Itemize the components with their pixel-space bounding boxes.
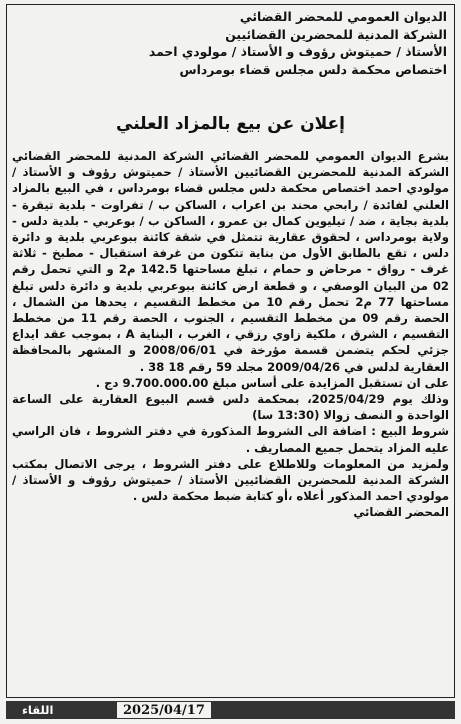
body-paragraph-conditions: شروط البيع : اضافة الى الشروط المذكورة في دفتر الشروط ، فان الراسي عليه المزاد يتحمل جميع المصاريف .: [12, 424, 449, 455]
header-office-name: الديوان العمومي للمحضر القضائي: [239, 9, 447, 24]
footer-date: 2025/04/17: [116, 701, 212, 719]
body-paragraph-auction-date: وذلك يوم 2025/04/29، بمحكمة دلس قسم البيوع العقارية على الساعة الواحدة و النصف زوالا (13:30 سا): [12, 392, 450, 423]
body-paragraph-sale-details: بشرع الديوان العمومي للمحضر القضائي الشركة المدنية للمحضر القضائي الشركة المدنية للمحضرين القضائيين الأستاذ / حميتوش رؤوف و الأستاذ /مولودي احمد اختصاص محكمة دلس مجلس قضاء بومرداس ، في البيع بالمزاد العلني لفائدة / رابحي محند بن اعراب ، الساكن ب / تفراوت - بلدية تيقرة - بلدية بجاية ، ضد / تيليوين كمال بن عمرو ، الساكن ب / بوعربي - بلدية دلس - ولاية بومرداس ، لحقوق عقارية تتمثل في شقة كائنة ببوعربي بلدية و دائرة دلس ، تقع بالطابق الأول من بناية تتكون من غرفة استقبال - مطبخ - ثلاثة غرف - رواق - مرحاض و حمام ، تبلغ مساحتها 142.5 م2 و التي تحمل رقم 02 من البيان الوصفي ، و قطعة ارض كائنة ببوعربي بلدية و دائرة دلس تبلغ مساحتها 77 م2 تحمل رقم 10 من مخطط التقسيم ، يحدها من الشمال ، الحصة رقم 09 من مخطط التقسيم ، الجنوب ، الحصة رقم 11 من مخطط التقسيم ، الشرق ، ملكية زاوي رزقي ، الغرب ، البناية A ، بموجب عقد ايداع جزئي لحكم يتضمن قسمة مؤرخة في 2008/06/01 و المشهر بالمحافظة العقارية لدلس في 2009/04/26 مجلد 59 رقم 18 38 .: [12, 149, 450, 374]
header-jurisdiction: اختصاص محكمة دلس مجلس قضاء بومرداس: [179, 61, 447, 77]
body-paragraph-starting-price: على ان تستقبل المزايدة على أساس مبلغ 9.700.000.00 دج .: [95, 375, 449, 390]
notice-header: [17, 8, 447, 78]
notice-body: [12, 148, 449, 521]
body-signature: المحضر القضائي: [353, 505, 449, 520]
notice-title: إعلان عن بيع بالمزاد العلني: [116, 114, 345, 134]
footer-source-label: اللقاء: [22, 703, 54, 717]
body-paragraph-contact: ولمزيد من المعلومات وللاطلاع على دفتر الشروط ، يرجى الاتصال بمكتب الشركة المدنية للمحضرين القضائيين الأستاذ / حميتوش رؤوف و الأستاذ /مولودي احمد المذكور أعلاه ،أو كتابة ضبط محكمة دلس .: [12, 456, 449, 504]
header-company-name: الشركة المدنية للمحضرين القضائيين: [225, 26, 447, 42]
header-bailiffs: الأستاذ / حميتوش رؤوف و الأستاذ / مولودي احمد: [148, 44, 447, 59]
footer-bar: [6, 701, 455, 719]
